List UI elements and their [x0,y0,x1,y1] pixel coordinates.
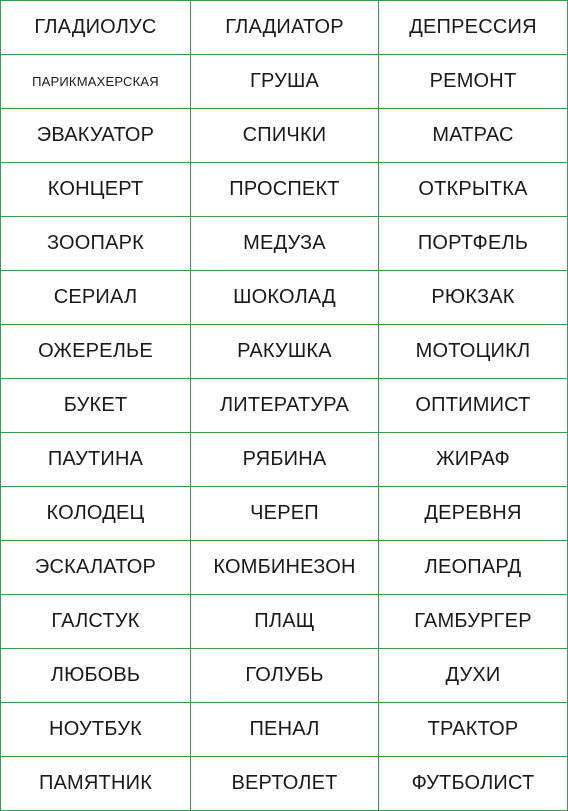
word-cell: МОТОЦИКЛ [379,325,568,379]
word-cell: ГОЛУБЬ [191,649,379,703]
word-cell: ПЛАЩ [191,595,379,649]
word-cell: КОМБИНЕЗОН [191,541,379,595]
word-cell: ЖИРАФ [379,433,568,487]
word-cell: СПИЧКИ [191,109,379,163]
word-cell: РЮКЗАК [379,271,568,325]
word-cell: ТРАКТОР [379,703,568,757]
word-cell: ОПТИМИСТ [379,379,568,433]
word-cell: ПАРИКМАХЕРСКАЯ [1,55,191,109]
table-row [1,433,568,487]
word-cell: ПОРТФЕЛЬ [379,217,568,271]
word-cell: ГАЛСТУК [1,595,191,649]
table-row [1,325,568,379]
word-cell: ЛЕОПАРД [379,541,568,595]
word-cell: РЕМОНТ [379,55,568,109]
table-row [1,703,568,757]
word-cell: ГРУША [191,55,379,109]
word-cell: ЧЕРЕП [191,487,379,541]
word-cell: ГЛАДИАТОР [191,1,379,55]
word-cell: ЗООПАРК [1,217,191,271]
word-cell: ПАУТИНА [1,433,191,487]
word-cell: ДЕПРЕССИЯ [379,1,568,55]
word-cell: РЯБИНА [191,433,379,487]
word-cell: ВЕРТОЛЕТ [191,757,379,811]
table-row [1,757,568,811]
table-row [1,1,568,55]
word-cell: СЕРИАЛ [1,271,191,325]
word-cell: БУКЕТ [1,379,191,433]
word-cell: МАТРАС [379,109,568,163]
table-row [1,109,568,163]
word-cell: ЛЮБОВЬ [1,649,191,703]
table-row [1,55,568,109]
table-row [1,487,568,541]
word-cell: ОТКРЫТКА [379,163,568,217]
word-cell: КОЛОДЕЦ [1,487,191,541]
table-row [1,541,568,595]
word-cell: ДУХИ [379,649,568,703]
word-cell: НОУТБУК [1,703,191,757]
table-row [1,649,568,703]
word-cell: ШОКОЛАД [191,271,379,325]
word-cell: ДЕРЕВНЯ [379,487,568,541]
table-row [1,217,568,271]
table-row [1,271,568,325]
word-cell: МЕДУЗА [191,217,379,271]
word-cell: ГАМБУРГЕР [379,595,568,649]
word-cell: ПРОСПЕКТ [191,163,379,217]
word-cell: ФУТБОЛИСТ [379,757,568,811]
word-cell: ПАМЯТНИК [1,757,191,811]
word-cell: ЛИТЕРАТУРА [191,379,379,433]
table-row [1,163,568,217]
table-row [1,379,568,433]
word-cell: ЭСКАЛАТОР [1,541,191,595]
word-cell: ПЕНАЛ [191,703,379,757]
word-cell: ГЛАДИОЛУС [1,1,191,55]
word-cell: ЭВАКУАТОР [1,109,191,163]
word-cell: РАКУШКА [191,325,379,379]
table-row [1,595,568,649]
word-cell: КОНЦЕРТ [1,163,191,217]
word-cell: ОЖЕРЕЛЬЕ [1,325,191,379]
